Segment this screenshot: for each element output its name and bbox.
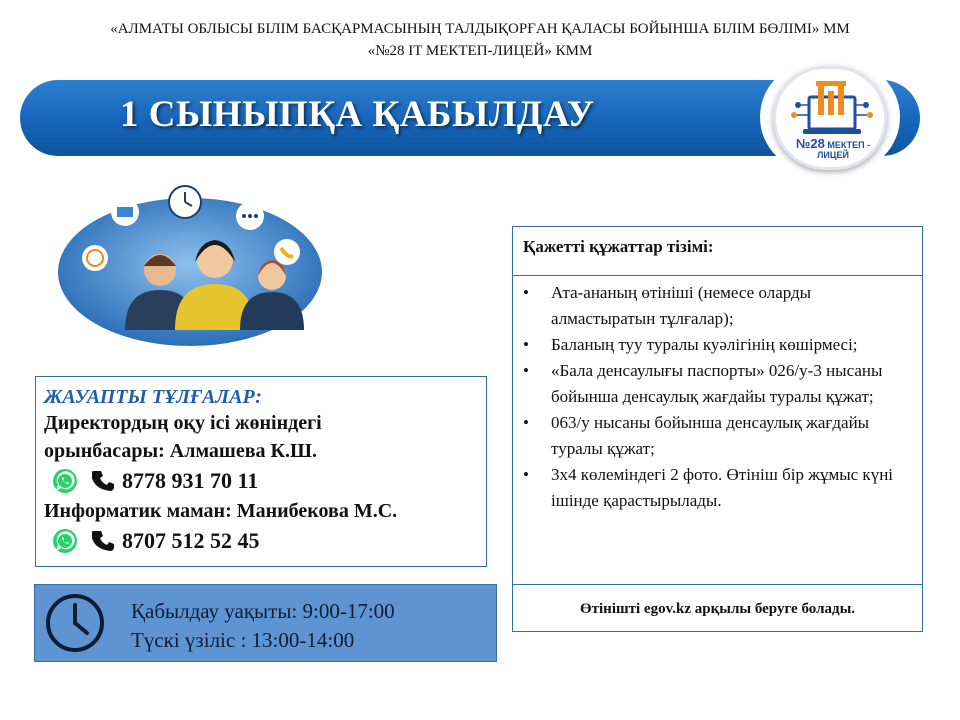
- page-title: 1 СЫНЫПҚА ҚАБЫЛДАУ: [120, 94, 595, 135]
- phone-icon: [92, 469, 116, 493]
- call-center-illustration: [55, 180, 325, 350]
- lunch-break: Түскі үзіліс : 13:00-14:00: [131, 628, 355, 652]
- phone-icon: [92, 529, 116, 553]
- document-item-text: Баланың туу туралы куәлігінің көшірмесі;: [551, 335, 858, 354]
- bullet-icon: •: [523, 361, 529, 380]
- person1-name: орынбасары: Алмашева К.Ш.: [44, 440, 317, 462]
- logo-label: МЕКТЕП - ЛИЦЕЙ: [817, 140, 871, 160]
- list-item: [513, 462, 922, 514]
- list-item: [513, 410, 922, 462]
- reception-hours: Қабылдау уақыты: 9:00-17:00: [131, 599, 395, 623]
- hours-text: [131, 597, 395, 655]
- header-line-1: «АЛМАТЫ ОБЛЫСЫ БІЛІМ БАСҚАРМАСЫНЫҢ ТАЛДЫҚОРҒАН ҚАЛАСЫ БОЙЫНША БІЛІМ БӨЛІМІ» ММ: [110, 21, 850, 37]
- document-item-text: 063/у нысаны бойынша денсаулық жағдайы туралы құжат;: [551, 413, 870, 458]
- person2-phone-row: [52, 525, 478, 557]
- list-item: [513, 280, 922, 332]
- contacts-heading: ЖАУАПТЫ ТҰЛҒАЛАР:: [44, 386, 262, 408]
- documents-box: [512, 226, 923, 632]
- person1-role: Директордың оқу ісі жөніндегі: [44, 412, 322, 434]
- document-header: [0, 18, 960, 62]
- document-item-text: Ата-ананың өтініші (немесе оларды алмастыратын тұлғалар);: [551, 283, 812, 328]
- documents-list: [513, 276, 922, 585]
- person1-phone[interactable]: 8778 931 70 11: [122, 468, 259, 493]
- whatsapp-icon[interactable]: [52, 528, 78, 554]
- logo-caption: [782, 136, 884, 160]
- document-item-text: 3х4 көлеміндегі 2 фото. Өтініш бір жұмыс күні ішінде қарастырылады.: [551, 465, 894, 510]
- bullet-icon: •: [523, 283, 529, 302]
- bullet-icon: •: [523, 335, 529, 354]
- working-hours-box: [34, 584, 497, 662]
- documents-footer: Өтінішті egov.kz арқылы беруге болады.: [579, 601, 856, 617]
- person1-phone-row: [52, 465, 478, 497]
- person2-phone[interactable]: 8707 512 52 45: [122, 528, 260, 553]
- bullet-icon: •: [523, 465, 529, 484]
- document-item-text: «Бала денсаулығы паспорты» 026/у-3 нысаны бойынша денсаулық жағдайы туралы құжат;: [551, 361, 883, 406]
- list-item: [513, 332, 922, 358]
- list-item: [513, 358, 922, 410]
- school-logo: [773, 66, 887, 170]
- header-line-2: «№28 IT МЕКТЕП-ЛИЦЕЙ» КММ: [367, 43, 593, 59]
- bullet-icon: •: [523, 413, 529, 432]
- responsible-persons-box: [35, 376, 487, 567]
- whatsapp-icon[interactable]: [52, 468, 78, 494]
- logo-number: №28: [795, 136, 825, 151]
- person2-line: Информатик маман: Манибекова М.С.: [44, 500, 398, 522]
- documents-heading: Қажетті құжаттар тізімі:: [513, 227, 922, 276]
- clock-icon: [43, 591, 107, 655]
